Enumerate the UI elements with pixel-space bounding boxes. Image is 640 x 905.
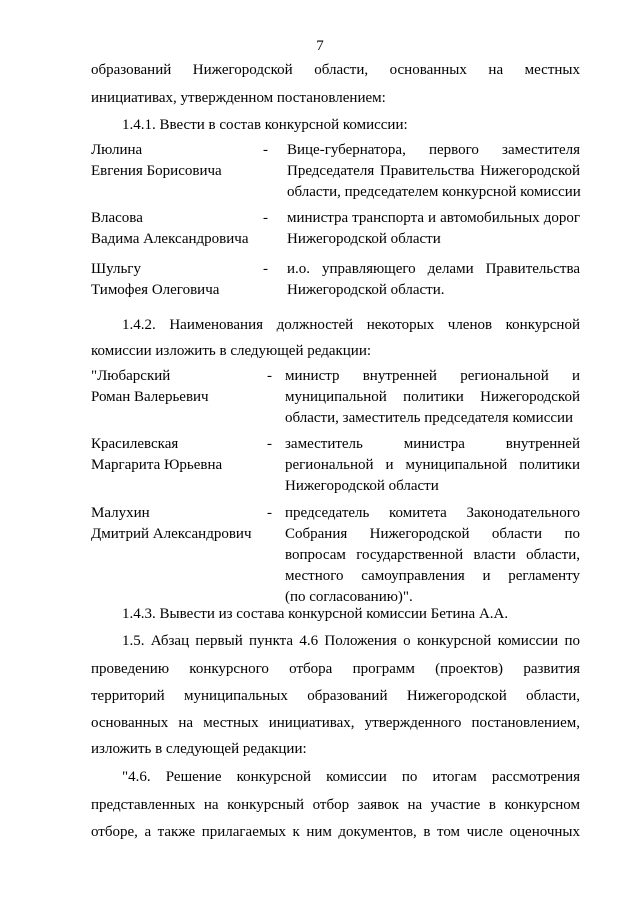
item-4-6-line-2: представленных на конкурсный отбор заявок на участие в конкурсном (91, 797, 580, 813)
dash: - (263, 210, 268, 226)
member-name: Малухин Дмитрий Александрович (91, 505, 252, 542)
item-1-5-line-4: основанных на местных инициативах, утвержденного постановлением, (91, 715, 580, 731)
item-1-5-line-5: изложить в следующей редакции: (91, 741, 307, 757)
member-position: заместитель министра внутренней региональной и муниципальной политики Нижегородской области (285, 436, 580, 494)
item-1-4-2-line-2: комиссии изложить в следующей редакции: (91, 343, 372, 359)
item-1-4-3: 1.4.3. Вывести из состава конкурсной комиссии Бетина А.А. (122, 606, 509, 622)
intro-line-1: образований Нижегородской области, основанных на местных (91, 62, 580, 78)
item-1-4-1: 1.4.1. Ввести в состав конкурсной комиссии: (122, 117, 408, 133)
member-position: Вице-губернатора, первого заместителя Председателя Правительства Нижегородской области, председателем конкурсной комиссии (287, 142, 581, 200)
member-position: председатель комитета Законодательного Собрания Нижегородской области по вопросам государственной власти области, местного самоуправления и регламенту (по согласованию)". (285, 505, 580, 605)
dash: - (267, 505, 272, 521)
dash: - (267, 368, 272, 384)
item-1-4-2-line-1: 1.4.2. Наименования должностей некоторых членов конкурсной (122, 317, 580, 333)
member-name: Люлина Евгения Борисовича (91, 142, 222, 179)
member-name: Власова Вадима Александровича (91, 210, 249, 247)
item-1-5-line-3: территорий муниципальных образований Нижегородской области, (91, 688, 580, 704)
member-position: министра транспорта и автомобильных дорог Нижегородской области (287, 210, 580, 247)
member-name: Шульгу Тимофея Олеговича (91, 261, 220, 298)
member-position: и.о. управляющего делами Правительства Нижегородской области. (287, 261, 580, 298)
member-name: Красилевская Маргарита Юрьевна (91, 436, 223, 473)
item-4-6-line-1: "4.6. Решение конкурсной комиссии по итогам рассмотрения (122, 769, 580, 785)
member-name: "Любарский Роман Валерьевич (91, 368, 209, 405)
member-position: министр внутренней региональной и муниципальной политики Нижегородской области, заместитель председателя комиссии (285, 368, 580, 426)
item-1-5-line-2: проведению конкурсного отбора программ (проектов) развития (91, 661, 580, 677)
item-4-6-line-3: отборе, а также прилагаемых к ним документов, в том числе оценочных (91, 824, 580, 840)
dash: - (263, 142, 268, 158)
page-number: 7 (316, 38, 324, 54)
dash: - (267, 436, 272, 452)
item-1-5-line-1: 1.5. Абзац первый пункта 4.6 Положения о конкурсной комиссии по (122, 633, 580, 649)
intro-line-2: инициативах, утвержденном постановлением: (91, 90, 386, 106)
dash: - (263, 261, 268, 277)
